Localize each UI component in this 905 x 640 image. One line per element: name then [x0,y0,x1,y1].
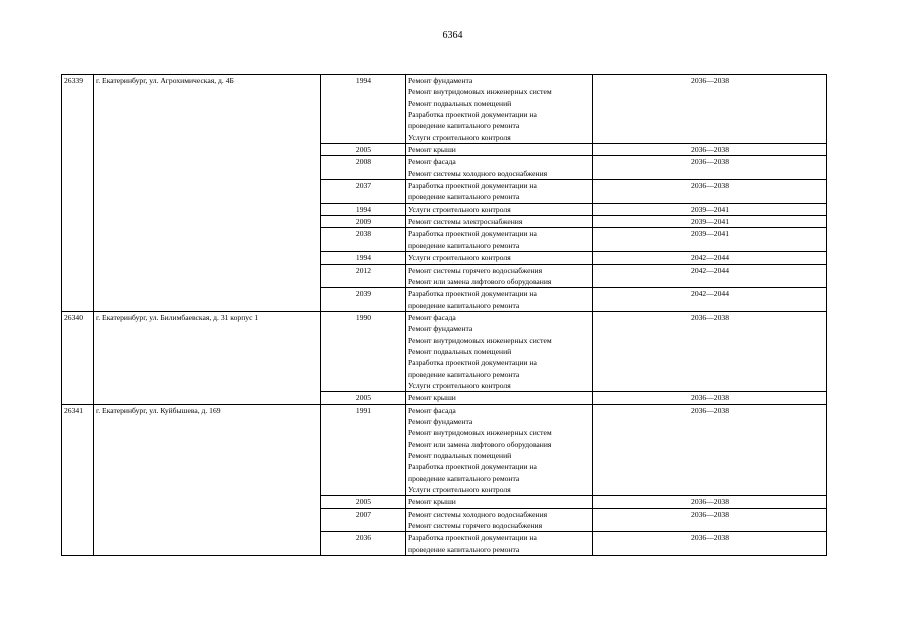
year-cell: 2005 [321,392,406,404]
work-types-cell [406,496,593,508]
period-cell: 2036—2038 [593,508,827,532]
work-type: Услуги строительного контроля [408,204,511,214]
work-type: Ремонт фундамента [408,416,473,426]
work-types-cell [406,288,593,312]
table-row [62,75,827,144]
work-types-cell [406,156,593,180]
year-cell: 2008 [321,156,406,180]
repair-schedule-table [61,74,827,556]
work-type: Ремонт внутридомовых инженерных систем [408,428,552,438]
work-type: проведение капитального ремонта [408,240,520,250]
period-cell: 2036—2038 [593,180,827,204]
table-row [62,311,827,391]
work-type: проведение капитального ремонта [408,192,520,202]
period-cell: 2039—2041 [593,228,827,252]
period-cell: 2042—2044 [593,252,827,264]
work-type: проведение капитального ремонта [408,369,520,379]
page-number: 6364 [442,30,463,41]
period-cell: 2036—2038 [593,156,827,180]
year-cell: 2012 [321,264,406,288]
work-types-cell [406,216,593,228]
work-type: Ремонт или замена лифтового оборудования [408,439,552,449]
work-type: Услуги строительного контроля [408,380,511,390]
work-type: Разработка проектной документации на [408,289,537,299]
work-type: проведение капитального ремонта [408,544,520,554]
period-cell: 2039—2041 [593,216,827,228]
year-cell: 1990 [321,311,406,391]
year-cell: 1994 [321,203,406,215]
work-type: Разработка проектной документации на [408,358,537,368]
year-cell: 1994 [321,75,406,144]
work-type: Ремонт фундамента [408,76,473,85]
period-cell: 2036—2038 [593,532,827,556]
period-cell: 2039—2041 [593,203,827,215]
building-address: г. Екатеринбург, ул. Агрохимическая, д. 4Б [94,75,321,312]
work-type: проведение капитального ремонта [408,473,520,483]
year-cell: 2005 [321,144,406,156]
year-cell: 1991 [321,404,406,496]
table-row [62,404,827,496]
period-cell: 2036—2038 [593,144,827,156]
period-cell: 2042—2044 [593,264,827,288]
work-types-cell [406,180,593,204]
work-type: Услуги строительного контроля [408,485,511,495]
work-types-cell [406,392,593,404]
work-types-cell [406,75,593,144]
work-type: Ремонт подвальных помещений [408,98,512,108]
work-types-cell [406,228,593,252]
period-cell: 2036—2038 [593,404,827,496]
repair-schedule-body [62,75,827,556]
work-type: Ремонт подвальных помещений [408,451,512,460]
work-types-cell [406,144,593,156]
building-address: г. Екатеринбург, ул. Куйбышева, д. 169 [94,404,321,555]
building-number: 26339 [62,75,94,312]
work-type: Ремонт системы горячего водоснабжения [408,521,543,531]
work-type: Ремонт внутридомовых инженерных систем [408,87,552,97]
work-type: Ремонт подвальных помещений [408,346,512,356]
work-type: Ремонт фасада [408,157,456,167]
work-type: проведение капитального ремонта [408,300,520,310]
work-type: Ремонт крыши [408,145,456,155]
work-types-cell [406,532,593,556]
work-type: Разработка проектной документации на [408,462,537,472]
work-types-cell [406,252,593,264]
work-type: Ремонт фасада [408,405,456,415]
year-cell: 2009 [321,216,406,228]
work-type: Ремонт крыши [408,393,456,403]
work-type: Ремонт или замена лифтового оборудования [408,276,552,286]
work-types-cell [406,203,593,215]
period-cell: 2036—2038 [593,311,827,391]
year-cell: 2037 [321,180,406,204]
period-cell: 2042—2044 [593,288,827,312]
work-types-cell [406,311,593,391]
work-type: Ремонт фундамента [408,324,473,334]
work-type: проведение капитального ремонта [408,121,520,131]
work-type: Разработка проектной документации на [408,229,537,239]
building-address: г. Екатеринбург, ул. Билимбаевская, д. 31 корпус 1 [94,311,321,404]
work-types-cell [406,508,593,532]
work-type: Ремонт системы горячего водоснабжения [408,265,543,275]
building-number: 26341 [62,404,94,555]
period-cell: 2036—2038 [593,392,827,404]
year-cell: 2036 [321,532,406,556]
work-type: Ремонт системы холодного водоснабжения [408,509,548,519]
work-type: Разработка проектной документации на [408,533,537,543]
work-types-cell [406,264,593,288]
work-type: Ремонт фасада [408,312,456,322]
work-type: Разработка проектной документации на [408,181,537,191]
work-type: Ремонт внутридомовых инженерных систем [408,335,552,345]
work-type: Услуги строительного контроля [408,253,511,263]
year-cell: 2005 [321,496,406,508]
year-cell: 2007 [321,508,406,532]
work-type: Ремонт системы электроснабжения [408,217,523,227]
period-cell: 2036—2038 [593,496,827,508]
building-number: 26340 [62,311,94,404]
work-type: Ремонт крыши [408,497,456,507]
work-types-cell [406,404,593,496]
work-type: Услуги строительного контроля [408,132,511,142]
year-cell: 2038 [321,228,406,252]
work-type: Ремонт системы холодного водоснабжения [408,168,548,178]
period-cell: 2036—2038 [593,75,827,144]
work-type: Разработка проектной документации на [408,110,537,120]
year-cell: 1994 [321,252,406,264]
year-cell: 2039 [321,288,406,312]
